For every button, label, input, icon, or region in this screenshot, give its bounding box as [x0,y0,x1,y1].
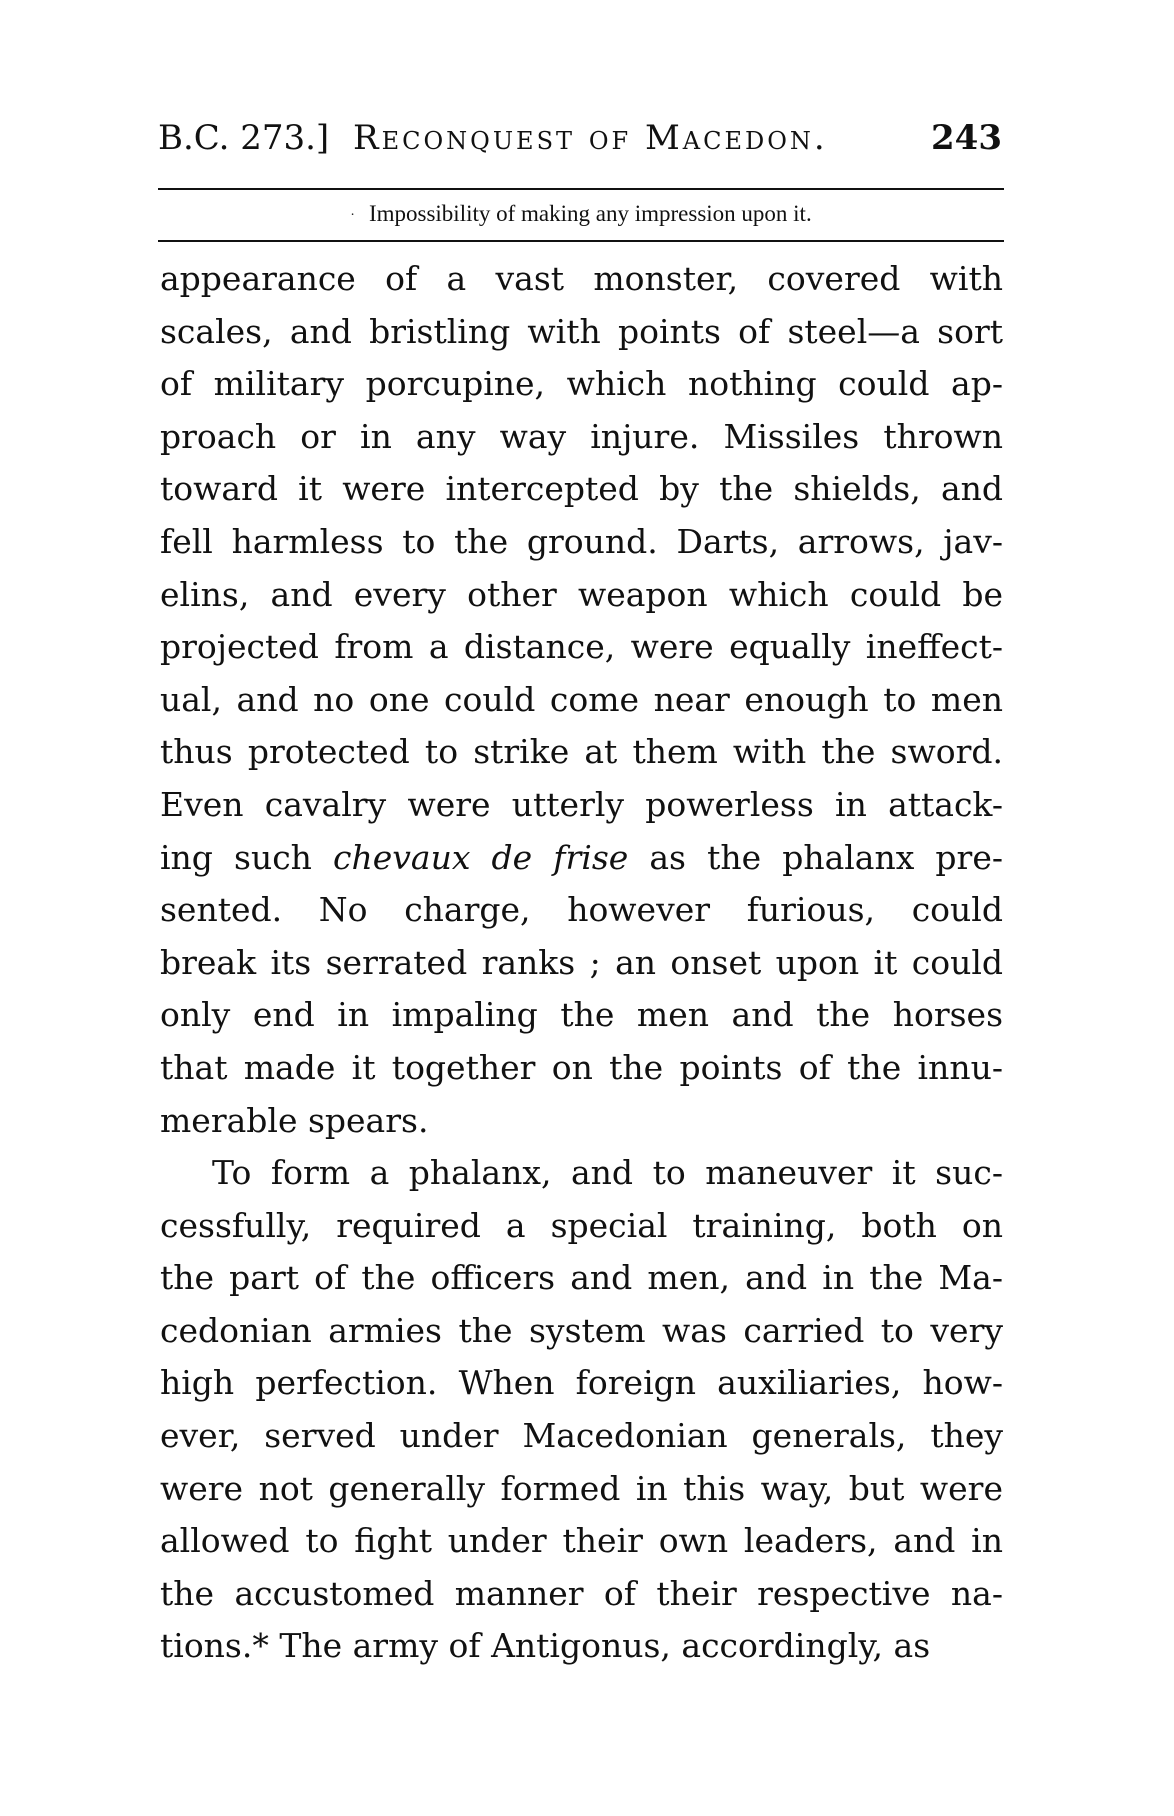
paragraph [160,253,1003,1147]
running-head-title: Reconquest of Macedon. [353,118,828,158]
text-line: tions.* The army of Antigonus, accordingly, as [160,1626,931,1666]
text-line: To form a phalanx, and to maneuver it suc- [212,1153,1003,1193]
bullet-mark: · [350,207,355,223]
running-head-date: B.C. 273.] [158,118,330,158]
text-line: the accustomed manner of their respective na- [160,1573,1003,1613]
page-number: 243 [931,118,1002,158]
text-line: break its serrated ranks ; an onset upon it could [160,942,1003,982]
header-rule-top [158,188,1004,190]
text-line: that made it together on the points of the innu- [160,1047,1003,1087]
text-line: high perfection. When foreign auxiliaries, how- [160,1363,1003,1403]
section-subheading [158,197,1004,233]
text-line: scales, and bristling with points of steel—a sort [160,311,1003,351]
text-line: of military porcupine, which nothing could ap- [160,364,1003,404]
text-line: were not generally formed in this way, but were [160,1468,1003,1508]
text-line: appearance of a vast monster, covered with [160,259,1003,298]
text-line: proach or in any way injure. Missiles thrown [160,416,1003,456]
header-rule-bottom [158,240,1004,242]
text-line: ever, served under Macedonian generals, they [160,1416,1003,1456]
text-line: only end in impaling the men and the horses [160,995,1003,1035]
text-line: elins, and every other weapon which could be [160,574,1003,614]
text-line: fell harmless to the ground. Darts, arrows, jav- [160,521,1003,561]
text-line: ing such chevaux de frise as the phalanx pre- [160,837,1003,877]
text-line: allowed to fight under their own leaders, and in [160,1521,1003,1561]
text-line: projected from a distance, were equally ineffect- [160,627,1003,667]
text-line: Even cavalry were utterly powerless in attack- [160,784,1003,824]
text-line: ual, and no one could come near enough to men [160,679,1003,719]
text-line: thus protected to strike at them with the sword. [160,732,1003,772]
text-line: cedonian armies the system was carried to very [160,1310,1003,1350]
paragraph [160,1147,1003,1673]
text-line: toward it were intercepted by the shields, and [160,469,1003,509]
text-line: the part of the officers and men, and in the Ma- [160,1258,1003,1298]
text-line: merable spears. [160,1100,429,1140]
text-line: sented. No charge, however furious, could [160,890,1003,930]
body-text [160,253,1003,1673]
italic-phrase: chevaux de frise [333,837,629,877]
text-line: cessfully, required a special training, both on [160,1205,1003,1245]
subheading-text: Impossibility of making any impression upon it. [368,201,812,226]
